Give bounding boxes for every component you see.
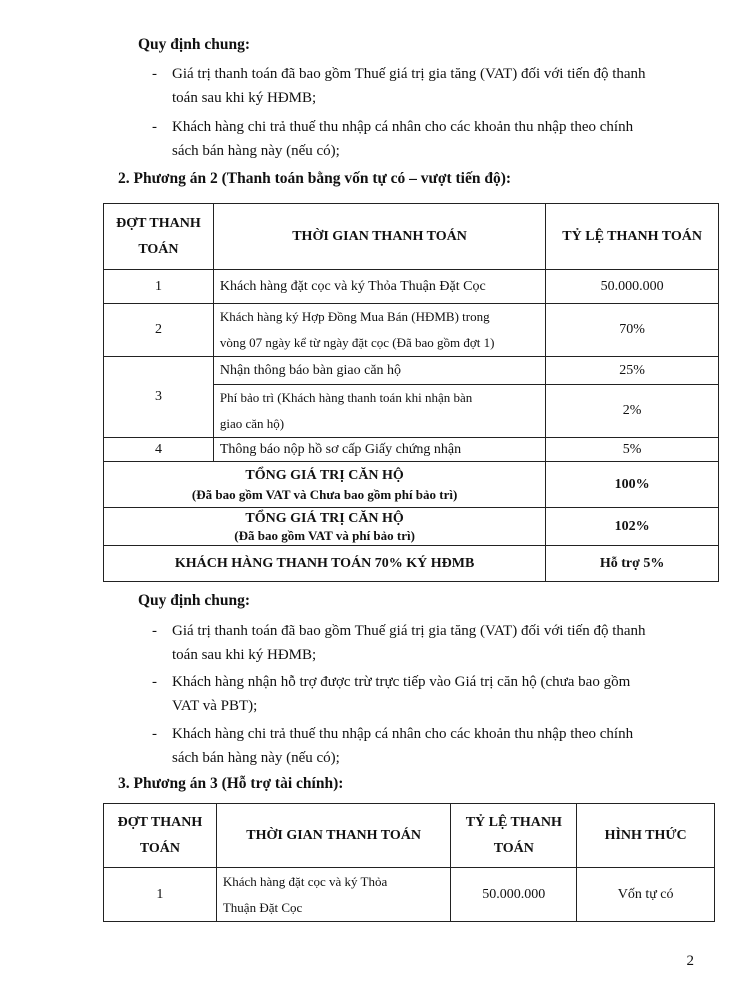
- table-header-row: [104, 204, 719, 270]
- header-payment-rate: TỶ LỆ THANH TOÁN: [451, 804, 577, 868]
- header-payment-form: HÌNH THỨC: [577, 804, 715, 868]
- page-number: 2: [686, 953, 694, 969]
- table-row: 1 Khách hàng đặt cọc và ký Thỏa Thuận Đặt Cọc 50.000.000 Vốn tự có: [104, 868, 715, 922]
- table-row: Phí bảo trì (Khách hàng thanh toán khi nhận bàn giao căn hộ) 2%: [104, 385, 719, 438]
- total-row: TỔNG GIÁ TRỊ CĂN HỘ (Đã bao gồm VAT và Chưa bao gồm phí bảo trì) 100%: [104, 462, 719, 508]
- header-payment-time: THỜI GIAN THANH TOÁN: [213, 204, 545, 270]
- option3-title: 3. Phương án 3 (Hỗ trợ tài chính):: [118, 775, 344, 792]
- general-rules-heading: Quy định chung:: [138, 36, 250, 53]
- table-row: 2 Khách hàng ký Hợp Đồng Mua Bán (HĐMB) trong vòng 07 ngày kể từ ngày đặt cọc (Đã bao gồm đợt 1) 70%: [104, 304, 719, 357]
- list-item: - Giá trị thanh toán đã bao gồm Thuế giá trị gia tăng (VAT) đối với tiến độ thanh toán sau khi ký HĐMB;: [152, 623, 646, 663]
- table-row: 1 Khách hàng đặt cọc và ký Thỏa Thuận Đặt Cọc 50.000.000: [104, 270, 719, 304]
- option3-table: [103, 803, 715, 922]
- total-row: TỔNG GIÁ TRỊ CĂN HỘ (Đã bao gồm VAT và phí bảo trì) 102%: [104, 508, 719, 546]
- general-rules-heading: Quy định chung:: [138, 592, 250, 609]
- table-header-row: [104, 804, 715, 868]
- list-item: - Khách hàng nhận hỗ trợ được trừ trực tiếp vào Giá trị căn hộ (chưa bao gồm VAT và PBT);: [152, 674, 631, 714]
- header-payment-phase: ĐỢT THANH TOÁN: [104, 204, 214, 270]
- table-row: 3 Nhận thông báo bàn giao căn hộ 25%: [104, 357, 719, 385]
- header-payment-phase: ĐỢT THANH TOÁN: [104, 804, 217, 868]
- list-item: - Giá trị thanh toán đã bao gồm Thuế giá trị gia tăng (VAT) đối với tiến độ thanh toán sau khi ký HĐMB;: [152, 66, 646, 106]
- header-payment-time: THỜI GIAN THANH TOÁN: [216, 804, 451, 868]
- option2-table: [103, 203, 719, 582]
- option2-title: 2. Phương án 2 (Thanh toán bằng vốn tự có – vượt tiến độ):: [118, 170, 512, 187]
- list-item: - Khách hàng chi trả thuế thu nhập cá nhân cho các khoản thu nhập theo chính sách bán hàng này (nếu có);: [152, 726, 634, 766]
- table-row: 4 Thông báo nộp hồ sơ cấp Giấy chứng nhận 5%: [104, 438, 719, 462]
- header-payment-rate: TỶ LỆ THANH TOÁN: [546, 204, 719, 270]
- total-row: KHÁCH HÀNG THANH TOÁN 70% KÝ HĐMB Hỗ trợ 5%: [104, 546, 719, 582]
- list-item: - Khách hàng chi trả thuế thu nhập cá nhân cho các khoản thu nhập theo chính sách bán hàng này (nếu có);: [152, 119, 634, 159]
